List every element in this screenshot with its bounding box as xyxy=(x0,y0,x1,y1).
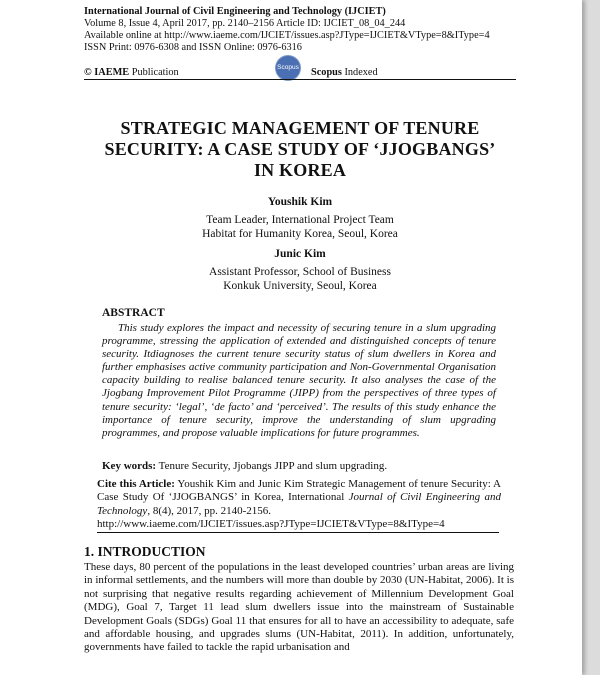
publisher-symbol: © IAEME xyxy=(84,67,130,78)
publisher-word: Publication xyxy=(131,67,179,78)
citation-label: Cite this Article: xyxy=(97,478,175,490)
indexed-word: Indexed xyxy=(344,67,378,78)
author-affiliation: Team Leader, International Project Team xyxy=(206,214,394,226)
online-line: Available online at http://www.iaeme.com/IJCIET/issues.asp?JType=IJCIET&VType=8&IType=4 xyxy=(84,30,490,41)
abstract-text: This study explores the impact and necessity of securing tenure in a slum upgrading programme, stressing the application of extended and distinguished concepts of tenure security. Itdiagnoses the current tenure security status of slum dwellers in Korea and further emphasises active community participation and Non-Governmental Organisation capacity building to realise balanced tenure security. It also analyses the case of the Jjogbang Improvement Pilot Programme (JIPP) from the perspectives of three types of tenure security: ‘legal’, ‘de facto’ and ‘perceived’. The results of this study enhance the importance of tenure security, improve the understanding of slum upgrading programmes, and propose valuable implications for future programmes. xyxy=(102,322,496,439)
paper-title xyxy=(84,118,516,181)
keywords-label: Key words: xyxy=(102,460,157,472)
author-affiliation: Habitat for Humanity Korea, Seoul, Korea xyxy=(202,228,398,240)
indexed-bold: Scopus xyxy=(311,67,342,78)
scopus-logo-icon xyxy=(276,56,300,80)
author-block-2 xyxy=(84,247,516,293)
journal-title: International Journal of Civil Engineering and Technology (IJCIET) xyxy=(84,6,386,17)
issue-line: Volume 8, Issue 4, April 2017, pp. 2140–2156 Article ID: IJCIET_08_04_244 xyxy=(84,18,406,29)
citation-url[interactable]: http://www.iaeme.com/IJCIET/issues.asp?JType=IJCIET&VType=8&IType=4 xyxy=(97,517,445,530)
author-affiliation: Assistant Professor, School of Business xyxy=(209,266,391,278)
citation-text-end: , 8(4), 2017, pp. 2140-2156. xyxy=(147,504,272,517)
journal-header xyxy=(84,6,524,54)
citation-text: Youshik Kim and Junic Kim Strategic Management of tenure Security: A Case Study Of ‘JJOGBANGS’ in Korea, International xyxy=(97,478,501,504)
section-heading: 1. INTRODUCTION xyxy=(84,544,206,559)
keywords xyxy=(102,460,502,472)
issn-line: ISSN Print: 0976-6308 and ISSN Online: 0976-6316 xyxy=(84,42,302,53)
citation-block xyxy=(97,478,501,531)
keywords-text: Tenure Security, Jjobangs JIPP and slum upgrading. xyxy=(158,460,388,472)
publisher-bar xyxy=(84,64,516,80)
citation-journal: Journal of Civil Engineering and Technology xyxy=(97,491,501,517)
title-line-3: IN KOREA xyxy=(253,160,347,180)
scopus-logo-text: Scopus xyxy=(277,64,299,71)
title-line-1: STRATEGIC MANAGEMENT OF TENURE xyxy=(120,118,480,138)
header-rule xyxy=(84,79,516,80)
author-block-1 xyxy=(84,195,516,241)
indexed-label xyxy=(311,67,378,78)
author-name: Youshik Kim xyxy=(267,196,333,208)
abstract-heading: ABSTRACT xyxy=(102,307,165,319)
publisher-label xyxy=(84,67,179,78)
author-name: Junic Kim xyxy=(274,248,326,260)
citation-rule xyxy=(97,532,499,533)
title-line-2: SECURITY: A CASE STUDY OF ‘JJOGBANGS’ xyxy=(104,139,496,159)
section-body: These days, 80 percent of the populations in the least developed countries’ urban areas are living in informal settlements, and the numbers will more than double by 2030 (UN-Habitat, 2006). It is not surprising that negative results regarding achievement of Millennium Development Goal (MDG), Goal 7, Target 11 lead slum dwellers issue into the mainstream of Sustainable Development Goals (SDGs) Goal 11 that ensures for all to have an accessibility to adequate, safe and affordable housing, and upgrades slums (UN-Habitat, 2011). In addition, unfortunately, governments have failed to tackle the rapid urbanisation and xyxy=(84,561,514,654)
author-affiliation: Konkuk University, Seoul, Korea xyxy=(223,280,377,292)
